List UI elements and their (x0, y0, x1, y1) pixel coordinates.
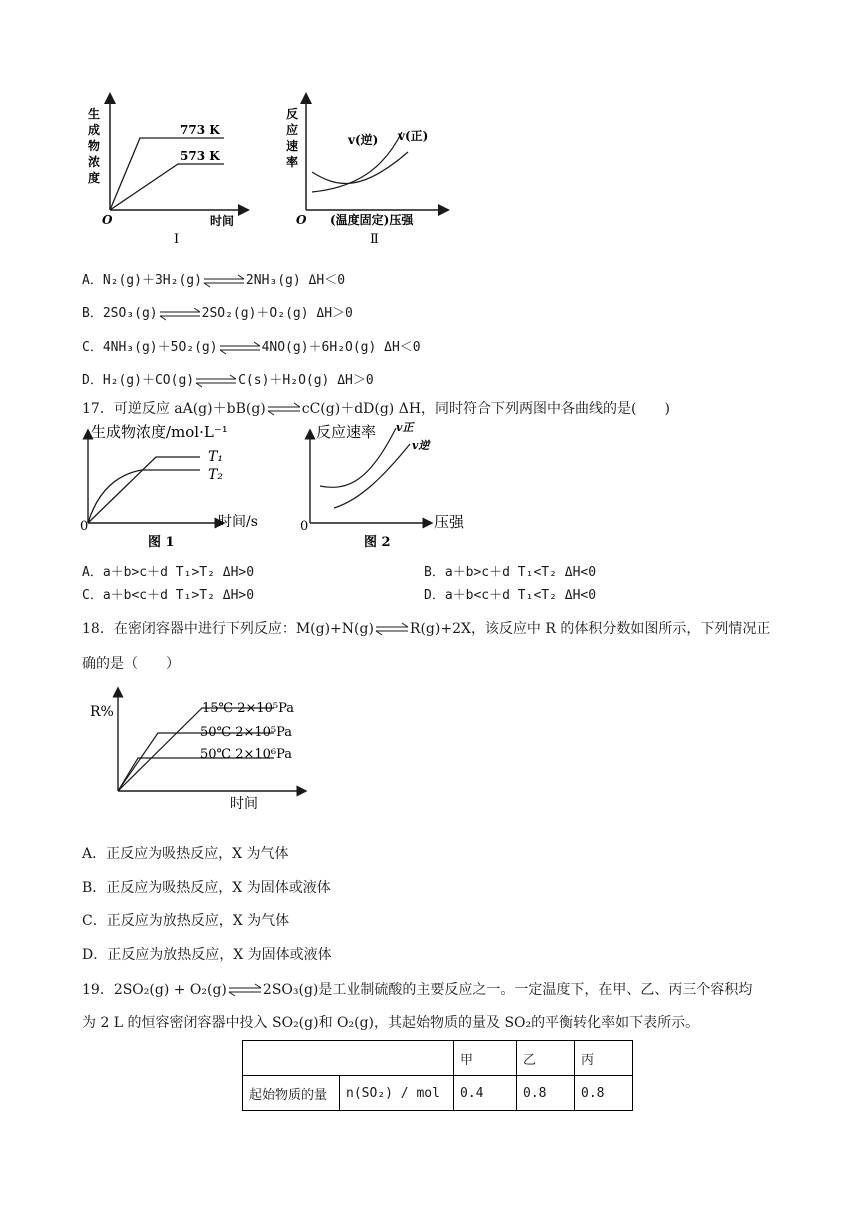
q18-x-label: 时间 (230, 796, 258, 812)
svg-text:物: 物 (88, 139, 101, 153)
q17-fig2-origin: 0 (300, 519, 309, 534)
q19-stem-line2: 为 2 L 的恒容密闭容器中投入 SO₂(g)和 O₂(g)，其起始物质的量及 SO₂的平衡转化率如下表所示。 (82, 1015, 700, 1031)
table-cell: 起始物质的量 (243, 1076, 340, 1111)
fig2-caption: Ⅱ (370, 232, 379, 247)
equilibrium-arrow-icon (266, 402, 302, 416)
q16-option-c: C．4NH₃(g)＋5O₂(g) 4NO(g)＋6H₂O(g) ΔH＜0 (82, 340, 421, 355)
q17-stem: 17．可逆反应 aA(g)＋bB(g) cC(g)＋dD(g) ΔH，同时符合下列两图中各曲线的是( ) (82, 401, 670, 417)
q17-fig2-x-label: 压强 (434, 513, 465, 531)
q18-option-b: B．正反应为吸热反应，X 为固体或液体 (82, 880, 331, 896)
figure-1-concentration-time (82, 92, 252, 252)
fig2-origin: O (296, 213, 307, 227)
table-header-cell: 乙 (517, 1041, 575, 1076)
svg-text:速: 速 (286, 139, 299, 153)
equilibrium-arrow-icon (227, 983, 263, 997)
table-header-cell (243, 1041, 454, 1076)
q17-fig1-t2: T₂ (208, 467, 223, 483)
q17-figure-1 (76, 420, 276, 555)
q17-fig1-y-label: 生成物浓度/mol·L⁻¹ (91, 423, 228, 441)
equilibrium-arrow-icon (218, 341, 262, 355)
table-cell: 0.8 (517, 1076, 575, 1111)
q18-figure (88, 686, 328, 816)
q18-option-c: C．正反应为放热反应，X 为气体 (82, 913, 290, 929)
q18-curve-1: 15℃ 2×10⁵Pa (202, 701, 295, 716)
svg-text:浓: 浓 (88, 155, 101, 169)
q17-fig1-origin: 0 (80, 519, 89, 534)
svg-text:度: 度 (88, 171, 101, 185)
table-header-cell: 丙 (575, 1041, 633, 1076)
q17-fig1-t1: T₁ (208, 449, 223, 465)
q17-fig2-v-reverse: v逆 (412, 439, 430, 452)
table-row (243, 1041, 633, 1076)
q18-curve-3: 50℃ 2×10⁶Pa (200, 747, 293, 762)
svg-text:反: 反 (286, 107, 299, 121)
q17-option-c: C．a＋b<c＋d T₁>T₂ ΔH>0 (82, 588, 255, 603)
q18-stem: 18．在密闭容器中进行下列反应：M(g)+N(g) R(g)+2X，该反应中 R 的体积分数如图所示，下列情况正 (82, 621, 771, 637)
table-row (243, 1076, 633, 1111)
q16-option-a: A．N₂(g)＋3H₂(g) 2NH₃(g) ΔH＜0 (82, 273, 346, 288)
equilibrium-arrow-icon (194, 374, 238, 388)
fig1-caption: Ⅰ (174, 232, 180, 247)
q18-curve-2: 50℃ 2×10⁵Pa (200, 725, 293, 740)
svg-text:应: 应 (286, 123, 299, 137)
fig1-y-label (88, 106, 100, 185)
q17-fig2-y-label: 反应速率 (316, 423, 377, 441)
table-cell: 0.4 (454, 1076, 517, 1111)
table-cell: n(SO₂) / mol (340, 1076, 454, 1111)
q19-stem: 19．2SO₂(g) + O₂(g) 2SO₃(g)是工业制硫酸的主要反应之一。一定温度下，在甲、乙、丙三个容积均 (82, 982, 753, 998)
equilibrium-arrow-icon (202, 274, 246, 288)
figure-2-rate-pressure (282, 92, 452, 252)
fig2-curve-reverse: v(逆) (348, 133, 379, 147)
q17-figure-2 (298, 420, 488, 555)
q17-fig2-v-forward: v正 (396, 421, 414, 434)
q16-option-d: D．H₂(g)＋CO(g) C(s)＋H₂O(g) ΔH＞0 (82, 373, 374, 388)
q18-y-label: R% (90, 704, 114, 720)
q17-option-b: B．a＋b>c＋d T₁<T₂ ΔH<0 (424, 565, 597, 580)
q17-option-d: D．a＋b<c＋d T₁<T₂ ΔH<0 (424, 588, 597, 603)
q17-fig1-x-label: 时间/s (218, 514, 258, 530)
table-header-cell: 甲 (454, 1041, 517, 1076)
q17-fig1-caption: 图 1 (148, 535, 175, 550)
fig1-curve-773: 773 K (180, 123, 220, 137)
q18-option-d: D．正反应为放热反应，X 为固体或液体 (82, 947, 332, 963)
q18-option-a: A．正反应为吸热反应，X 为气体 (82, 846, 289, 862)
fig1-x-label: 时间 (210, 214, 235, 228)
fig2-y-label (286, 106, 298, 169)
fig1-origin: O (102, 213, 113, 227)
table-cell: 0.8 (575, 1076, 633, 1111)
equilibrium-arrow-icon (158, 307, 202, 321)
svg-text:率: 率 (286, 155, 299, 169)
svg-text:生: 生 (88, 107, 101, 121)
q16-option-b: B．2SO₃(g) 2SO₂(g)＋O₂(g) ΔH＞0 (82, 306, 353, 321)
q17-option-a: A．a＋b>c＋d T₁>T₂ ΔH>0 (82, 565, 255, 580)
fig2-x-label: (温度固定)压强 (330, 213, 414, 227)
q18-stem-line2: 确的是（ ） (82, 656, 180, 672)
fig1-curve-573: 573 K (180, 149, 220, 163)
q19-table (242, 1040, 633, 1111)
fig2-curve-forward: v(正) (398, 129, 429, 143)
svg-text:成: 成 (88, 123, 101, 137)
equilibrium-arrow-icon (374, 622, 410, 636)
q17-fig2-caption: 图 2 (364, 535, 391, 550)
